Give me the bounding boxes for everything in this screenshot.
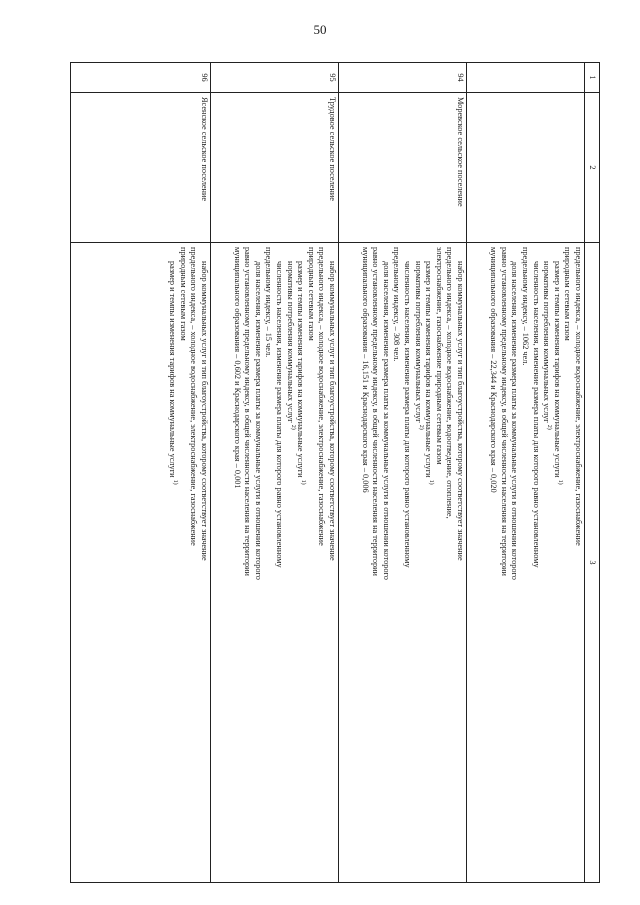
column-header-3: 3 xyxy=(585,243,600,883)
text-line: предельному индексу, – 15 чел. xyxy=(264,247,274,358)
text-line: нормативы потребления коммунальных услуг xyxy=(285,261,295,423)
text-line: предельного индекса, – холодное водоснабжение, водоотведение, отопление, xyxy=(445,247,455,519)
text-line: нормативы потребления коммунальных услуг xyxy=(413,261,423,423)
text-line: набор коммунальных услуг и тип благоустройства, которому соответствует значение xyxy=(200,261,209,561)
text-line: размер и темпы изменения тарифов на коммунальные услуги xyxy=(424,261,434,478)
text-line: численность населения, изменение размера платы для которого равно установленному xyxy=(275,261,285,568)
text-line: размер и темпы изменения тарифов на коммунальные услуги xyxy=(552,261,562,478)
text-line: предельному индексу, – 1062 чел. xyxy=(521,247,531,366)
text-line: предельного индекса, – холодное водоснабжение, электроснабжение, газоснабжение xyxy=(574,247,583,546)
text-line: размер и темпы изменения тарифов на коммунальные услуги xyxy=(168,261,178,478)
text-line: природным сетевым газом xyxy=(306,247,316,341)
text-line: набор коммунальных услуг и тип благоустройства, которому соответствует значение xyxy=(456,261,465,561)
rotated-table-area xyxy=(70,62,600,882)
settlement-name: Трудовое сельское поселение xyxy=(211,93,339,243)
row-description xyxy=(339,243,467,883)
text-line: муниципального образования – 16,151 и Краснодарского края – 0,006 xyxy=(360,247,370,493)
footnote-mark: 2) xyxy=(545,424,552,430)
table-row xyxy=(339,63,467,883)
text-line: муниципального образования – 22,344 и Краснодарского края – 0,020 xyxy=(489,247,499,493)
row-number: 96 xyxy=(71,63,211,93)
settlement-name: Ясенское сельское поселение xyxy=(71,93,211,243)
text-line: равно установленному предельному индексу, в общей численности населения на территории xyxy=(499,247,509,576)
table-row-continued xyxy=(467,63,585,883)
footnote-mark: 1) xyxy=(171,479,178,485)
settlement-name: Моревское сельское поселение xyxy=(339,93,467,243)
text-line: численность населения, изменение размера платы для которого равно установленному xyxy=(531,261,541,568)
table-header-row xyxy=(585,63,600,883)
row-number: 94 xyxy=(339,63,467,93)
text-line: природным сетевым газом xyxy=(563,247,573,341)
footnote-mark: 2) xyxy=(417,424,424,430)
row-description xyxy=(71,243,211,883)
text-line: природным сетевым газом xyxy=(178,247,188,341)
row-description xyxy=(467,243,585,883)
utility-tariff-table xyxy=(70,62,600,883)
text-line: предельному индексу, – 308 чел. xyxy=(392,247,402,362)
text-line: доля населения, изменение размера платы за коммунальные услуги в отношении которого xyxy=(381,261,391,580)
column-header-2: 2 xyxy=(585,93,600,243)
text-line: размер и темпы изменения тарифов на коммунальные услуги xyxy=(296,261,306,478)
footnote-mark: 1) xyxy=(427,479,434,485)
text-line: электроснабжение, газоснабжение природным сетевым газом xyxy=(434,247,444,465)
text-line: муниципального образования – 0,602 и Краснодарского края – 0,001 xyxy=(232,247,242,489)
column-header-1: 1 xyxy=(585,63,600,93)
footnote-mark: 1) xyxy=(556,479,563,485)
text-line: нормативы потребления коммунальных услуг xyxy=(542,261,552,423)
table-row xyxy=(71,63,211,883)
text-line: набор коммунальных услуг и тип благоустройства, которому соответствует значение xyxy=(328,261,337,561)
text-line: предельного индекса, – холодное водоснабжение, электроснабжение, газоснабжение xyxy=(317,247,327,546)
row-description xyxy=(211,243,339,883)
table-row xyxy=(211,63,339,883)
footnote-mark: 2) xyxy=(289,424,296,430)
page-number: 50 xyxy=(313,22,327,37)
text-line: доля населения, изменение размера платы за коммунальные услуги в отношении которого xyxy=(510,261,520,580)
text-line: равно установленному предельному индексу, в общей численности населения на территории xyxy=(243,247,253,576)
row-number: 95 xyxy=(211,63,339,93)
text-line: равно установленному предельному индексу, в общей численности населения на территории xyxy=(371,247,381,576)
text-line: численность населения, изменение размера платы для которого равно установленному xyxy=(403,261,413,568)
text-line: доля населения, изменение размера платы за коммунальные услуги в отношении которого xyxy=(253,261,263,580)
text-line: предельного индекса, – холодное водоснабжение, электроснабжение, газоснабжение xyxy=(189,247,199,546)
footnote-mark: 1) xyxy=(299,479,306,485)
